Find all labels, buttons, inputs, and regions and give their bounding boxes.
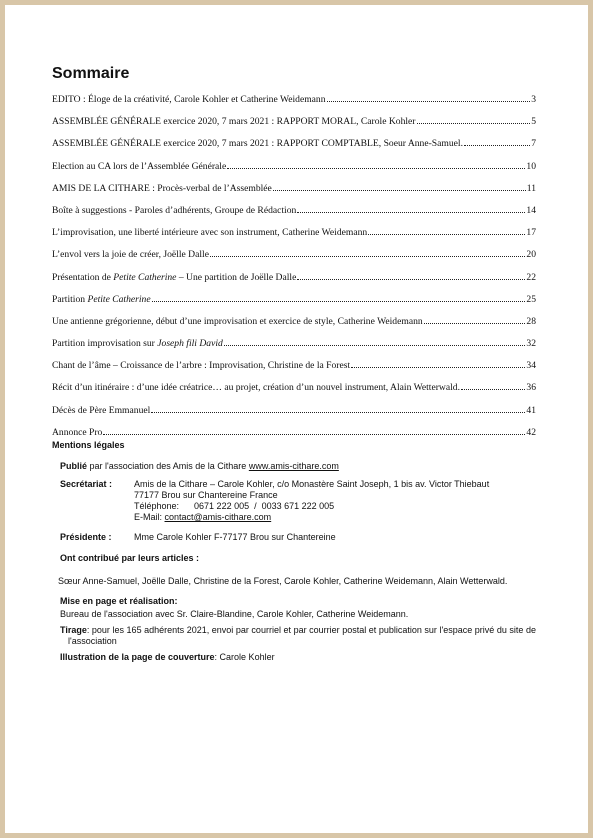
publisher-line: [60, 461, 536, 472]
toc-leader-dots: [273, 182, 526, 191]
toc-entry-title: Election au CA lors de l’Assemblée Générale: [52, 160, 227, 172]
toc-entry-title: AMIS DE LA CITHARE : Procès-verbal de l’Assemblée: [52, 182, 272, 194]
toc-leader-dots: [152, 293, 526, 302]
toc-entry[interactable]: [52, 404, 536, 415]
page-title: Sommaire: [52, 65, 130, 82]
toc-leader-dots: [461, 381, 525, 390]
print-run: [60, 625, 536, 647]
toc-entry[interactable]: [52, 337, 536, 348]
toc-list: [52, 93, 536, 437]
toc-page-number: 42: [526, 426, 536, 438]
cover-illustration-text: : Carole Kohler: [214, 652, 275, 662]
toc-leader-dots: [224, 337, 526, 346]
toc-leader-dots: [368, 226, 525, 235]
publisher-text: par l'association des Amis de la Cithare: [87, 461, 249, 471]
toc-page-number: 5: [531, 116, 536, 128]
toc-entry[interactable]: [52, 315, 536, 326]
toc-entry[interactable]: [52, 160, 536, 171]
cover-illustration: [60, 652, 536, 663]
toc-leader-dots: [327, 93, 531, 102]
toc-leader-dots: [210, 248, 525, 257]
toc-page-number: 34: [526, 360, 536, 372]
toc-entry-title: ASSEMBLÉE GÉNÉRALE exercice 2020, 7 mars 2021 : RAPPORT MORAL, Carole Kohler: [52, 116, 416, 128]
toc-page-number: 3: [531, 94, 536, 105]
toc-entry[interactable]: [52, 248, 536, 259]
toc-page-number: 10: [526, 160, 536, 172]
toc-entry-title: Une antienne grégorienne, début d’une improvisation et exercice de style, Catherine Weidemann: [52, 315, 423, 327]
website-link[interactable]: www.amis-cithare.com: [248, 461, 339, 471]
layout-text: Bureau de l'association avec Sr. Claire-Blandine, Carole Kohler, Catherine Weidemann.: [60, 609, 409, 619]
secretariat-label: Secrétariat :: [60, 479, 113, 489]
toc-entry[interactable]: [52, 115, 536, 126]
toc-title-italic: Petite Catherine: [87, 293, 151, 305]
toc-page-number: 32: [526, 338, 536, 350]
table-of-contents: [52, 64, 536, 448]
toc-page-number: 36: [526, 382, 536, 394]
toc-page-number: 25: [526, 293, 536, 305]
toc-entry[interactable]: [52, 381, 536, 392]
print-run-text: : pour les 165 adhérents 2021, envoi par courriel et par courrier postal et publication sur l'espace privé du site de l'association: [68, 625, 536, 646]
contributors-heading: Ont contribué par leurs articles :: [60, 553, 200, 563]
toc-entry-title: Décès de Père Emmanuel: [52, 404, 151, 416]
presidente-text: Mme Carole Kohler F-77177 Brou sur Chantereine: [134, 532, 336, 542]
toc-entry-title: Boîte à suggestions - Paroles d’adhérents, Groupe de Rédaction: [52, 204, 297, 216]
secretariat: [60, 479, 536, 523]
presidente-label: Présidente :: [60, 532, 112, 542]
toc-leader-dots: [103, 426, 525, 435]
toc-title-part: – Une partition de Joëlle Dalle: [176, 271, 297, 283]
toc-entry[interactable]: [52, 93, 536, 104]
toc-entry-title: Annonce Pro: [52, 426, 103, 438]
toc-leader-dots: [151, 404, 525, 413]
toc-title-italic: Petite Catherine: [113, 271, 177, 283]
toc-page-number: 17: [526, 227, 536, 239]
toc-leader-dots: [351, 359, 525, 368]
secretariat-city: 77177 Brou sur Chantereine France: [134, 490, 278, 500]
publisher-label: Publié: [60, 461, 88, 471]
toc-entry-title: Récit d’un itinéraire : d’une idée créatrice… au projet, création d’un nouvel instrument, Alain Wetterwald.: [52, 382, 460, 394]
toc-leader-dots: [227, 160, 525, 169]
toc-page-number: 20: [526, 249, 536, 261]
contributors-text: Sœur Anne-Samuel, Joëlle Dalle, Christine de la Forest, Carole Kohler, Catherine Weidemann, Alain Wetterwald.: [58, 576, 508, 586]
toc-page-number: 14: [526, 204, 536, 216]
toc-title-part: Partition improvisation sur: [52, 338, 158, 350]
toc-title-part: Présentation de: [52, 271, 114, 283]
toc-page-number: 7: [531, 138, 536, 150]
print-run-label: Tirage: [60, 625, 87, 635]
legal-heading: Mentions légales: [52, 440, 125, 450]
toc-page-number: 11: [526, 182, 536, 194]
toc-entry[interactable]: [52, 426, 536, 437]
toc-entry-title: [52, 272, 296, 283]
toc-leader-dots: [297, 204, 525, 213]
email-link[interactable]: contact@amis-cithare.com: [164, 512, 272, 522]
legal-notice: [52, 440, 536, 663]
secretariat-phone: Téléphone: 0671 222 005 / 0033 671 222 005: [134, 501, 335, 511]
toc-leader-dots: [297, 271, 525, 280]
toc-entry[interactable]: [52, 137, 536, 148]
toc-entry-title: EDITO : Éloge de la créativité, Carole Kohler et Catherine Weidemann: [52, 94, 326, 105]
toc-leader-dots: [417, 115, 531, 124]
toc-page-number: 28: [526, 315, 536, 327]
secretariat-email-line: [134, 512, 536, 523]
toc-leader-dots: [464, 137, 530, 146]
toc-page-number: 22: [526, 271, 536, 283]
cover-illustration-label: Illustration de la page de couverture: [60, 652, 215, 662]
toc-entry[interactable]: [52, 182, 536, 193]
email-label: E-Mail:: [134, 512, 165, 522]
toc-entry-title: Chant de l’âme – Croissance de l’arbre : Improvisation, Christine de la Forest: [52, 360, 351, 372]
toc-entry[interactable]: [52, 204, 536, 215]
toc-title-part: Partition: [52, 293, 88, 305]
toc-entry[interactable]: [52, 271, 536, 282]
toc-entry-title: [52, 294, 151, 305]
toc-entry-title: L’improvisation, une liberté intérieure avec son instrument, Catherine Weidemann: [52, 227, 368, 239]
toc-page-number: 41: [526, 404, 536, 416]
toc-entry[interactable]: [52, 293, 536, 304]
presidente: [60, 532, 536, 543]
toc-leader-dots: [424, 315, 526, 324]
toc-entry-title: L’envol vers la joie de créer, Joëlle Dalle: [52, 249, 209, 261]
secretariat-address: Amis de la Cithare – Carole Kohler, c/o Monastère Saint Joseph, 1 bis av. Victor Thiebaut: [134, 479, 490, 489]
toc-entry[interactable]: [52, 359, 536, 370]
toc-entry-title: ASSEMBLÉE GÉNÉRALE exercice 2020, 7 mars 2021 : RAPPORT COMPTABLE, Soeur Anne-Samuel.: [52, 138, 463, 150]
toc-title-italic: Joseph fili David: [157, 338, 223, 350]
toc-entry-title: [52, 338, 223, 349]
toc-entry[interactable]: [52, 226, 536, 237]
layout-heading: Mise en page et réalisation:: [60, 596, 178, 606]
